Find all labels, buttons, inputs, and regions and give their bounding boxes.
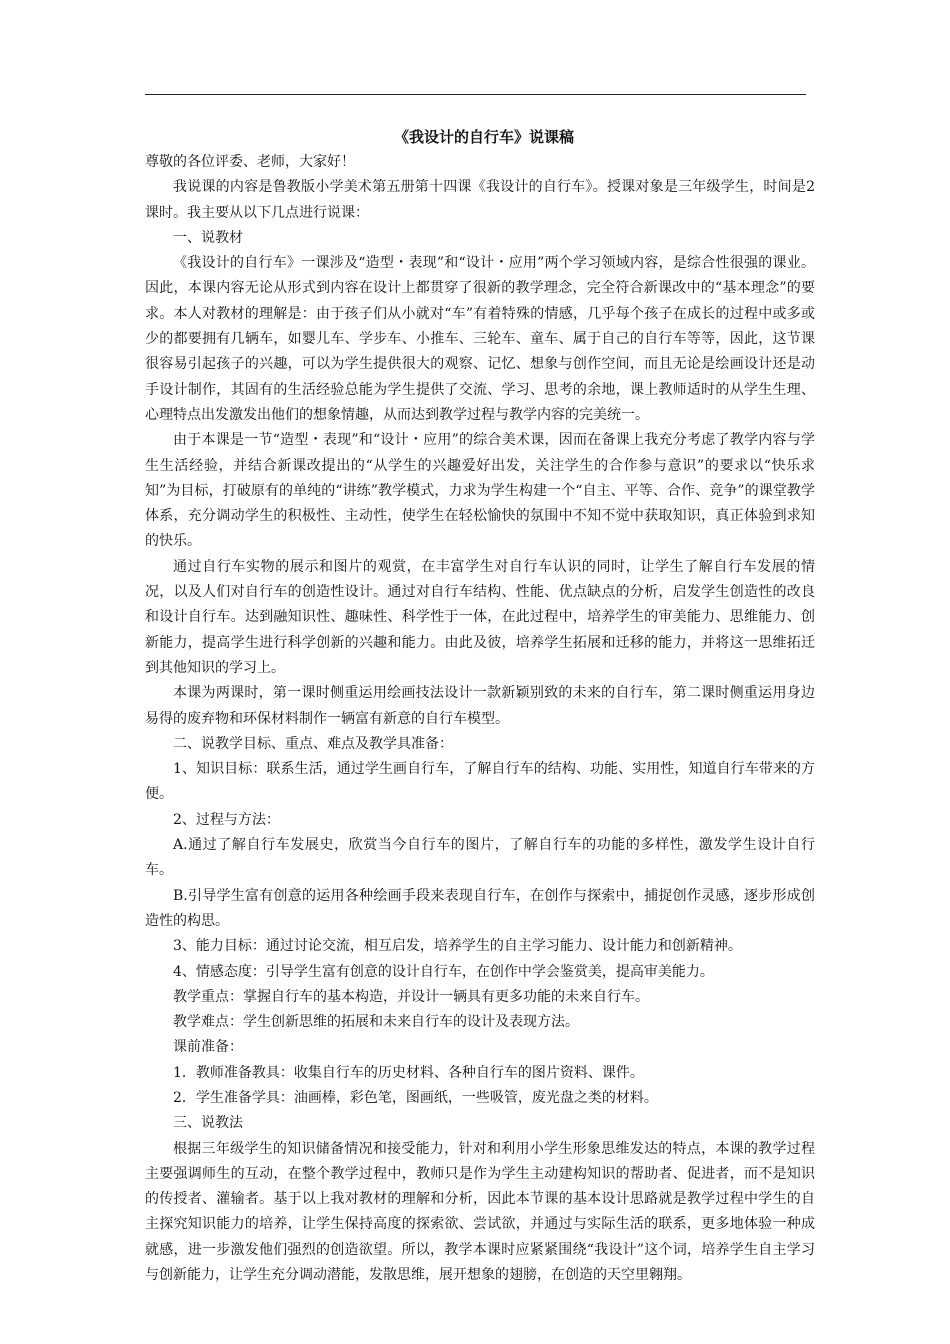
- paragraph-teaching-method: 根据三年级学生的知识储备情况和接受能力，针对和利用小学生形象思维发达的特点，本课的教学过程主要强调师生的互动，在整个教学过程中，教师只是作为学生主动建构知识的帮助者、促进者，而不是知识的传授者、灌输者。基于以上我对教材的理解和分析，因此本节课的基本设计思路就是教学过程中学生的自主探究知识能力的培养，让学生保持高度的探索欲、尝试欲，并通过与实际生活的联系，更多地体验一种成就感，进一步激发他们强烈的创造欲望。所以，教学本课时应紧紧围绕“我设计”这个词，培养学生自主学习与创新能力，让学生充分调动潜能，发散思维，展开想象的翅膀，在创造的天空里翱翔。: [145, 1140, 815, 1284]
- objective-process: 2、过程与方法：: [173, 811, 280, 828]
- header-divider: [145, 94, 806, 95]
- document-title: 《我设计的自行车》说课稿: [393, 128, 574, 146]
- paragraph-intro: 我说课的内容是鲁教版小学美术第五册第十四课《我设计的自行车》。授课对象是三年级学生，时间是2课时。我主要从以下几点进行说课：: [145, 179, 815, 221]
- preparation-student: 2．学生准备学具：油画棒，彩色笔，图画纸，一些吸管，废光盘之类的材料。: [173, 1089, 658, 1106]
- objective-emotion: 4、情感态度：引导学生富有创意的设计自行车，在创作中学会鉴赏美，提高审美能力。: [173, 963, 714, 980]
- paragraph-two-lessons: 本课为两课时，第一课时侧重运用绘画技法设计一款新颖别致的未来的自行车，第二课时侧重运用身边易得的废弃物和环保材料制作一辆富有新意的自行车模型。: [145, 685, 815, 727]
- section-heading-objectives: 二、说教学目标、重点、难点及教学具准备：: [173, 735, 453, 752]
- paragraph-lesson-design: 由于本课是一节“造型・表现”和“设计・应用”的综合美术课，因而在备课上我充分考虑了教学内容与学生生活经验，并结合新课改提出的“从学生的兴趣爱好出发，关注学生的合作参与意识”的要求以“快乐求知”为目标，打破原有的单纯的“讲练”教学模式，力求为学生构建一个“自主、平等、合作、竞争”的课堂教学体系，充分调动学生的积极性、主动性，使学生在轻松愉快的氛围中不知不觉中获取知识，真正体验到求知的快乐。: [145, 432, 815, 550]
- section-heading-method: 三、说教法: [173, 1115, 243, 1132]
- greeting: 尊敬的各位评委、老师，大家好！: [145, 154, 355, 170]
- teaching-focus: 教学重点：掌握自行车的基本构造，并设计一辆具有更多功能的未来自行车。: [173, 988, 649, 1005]
- paragraph-bicycle-display: 通过自行车实物的展示和图片的观赏，在丰富学生对自行车认识的同时，让学生了解自行车发展的情况，以及人们对自行车的创造性设计。通过对自行车结构、性能、优点缺点的分析，启发学生创造性的改良和设计自行车。达到融知识性、趣味性、科学性于一体，在此过程中，培养学生的审美能力、思维能力、创新能力，提高学生进行科学创新的兴趣和能力。由此及彼，培养学生拓展和迁移的能力，并将这一思维拓迁到其他知识的学习上。: [145, 558, 815, 676]
- objective-ability: 3、能力目标：通过讨论交流，相互启发，培养学生的自主学习能力、设计能力和创新精神。: [173, 938, 742, 955]
- preparation-heading: 课前准备：: [173, 1039, 243, 1056]
- objective-process-b: B.引导学生富有创意的运用各种绘画手段来表现自行车，在创作与探索中，捕捉创作灵感，逐步形成创造性的构思。: [145, 887, 815, 929]
- objective-process-a: A.通过了解自行车发展史，欣赏当今自行车的图片，了解自行车的功能的多样性，激发学生设计自行车。: [145, 837, 815, 879]
- preparation-teacher: 1．教师准备教具：收集自行车的历史材料、各种自行车的图片资料、课件。: [173, 1064, 644, 1081]
- document-body: [145, 124, 815, 1288]
- paragraph-textbook-understanding: 《我设计的自行车》一课涉及“造型・表现”和“设计・应用”两个学习领域内容，是综合性很强的课业。因此，本课内容无论从形式到内容在设计上都贯穿了很新的教学理念，完全符合新课改中的“基本理念”的要求。本人对教材的理解是：由于孩子们从小就对“车”有着特殊的情感，几乎每个孩子在成长的过程中或多或少的都要拥有几辆车，如婴儿车、学步车、小推车、三轮车、童车、属于自己的自行车等等，因此，这节课很容易引起孩子的兴趣，可以为学生提供很大的观察、记忆、想象与创作空间，而且无论是绘画设计还是动手设计制作，其固有的生活经验总能为学生提供了交流、学习、思考的余地，课上教师适时的从学生生理、心理特点出发激发出他们的想象情趣，从而达到教学过程与教学内容的完美统一。: [145, 255, 815, 423]
- objective-knowledge: 1、知识目标：联系生活，通过学生画自行车，了解自行车的结构、功能、实用性，知道自行车带来的方便。: [145, 761, 815, 803]
- section-heading-textbook: 一、说教材: [173, 229, 243, 246]
- teaching-difficulty: 教学难点：学生创新思维的拓展和未来自行车的设计及表现方法。: [173, 1014, 579, 1031]
